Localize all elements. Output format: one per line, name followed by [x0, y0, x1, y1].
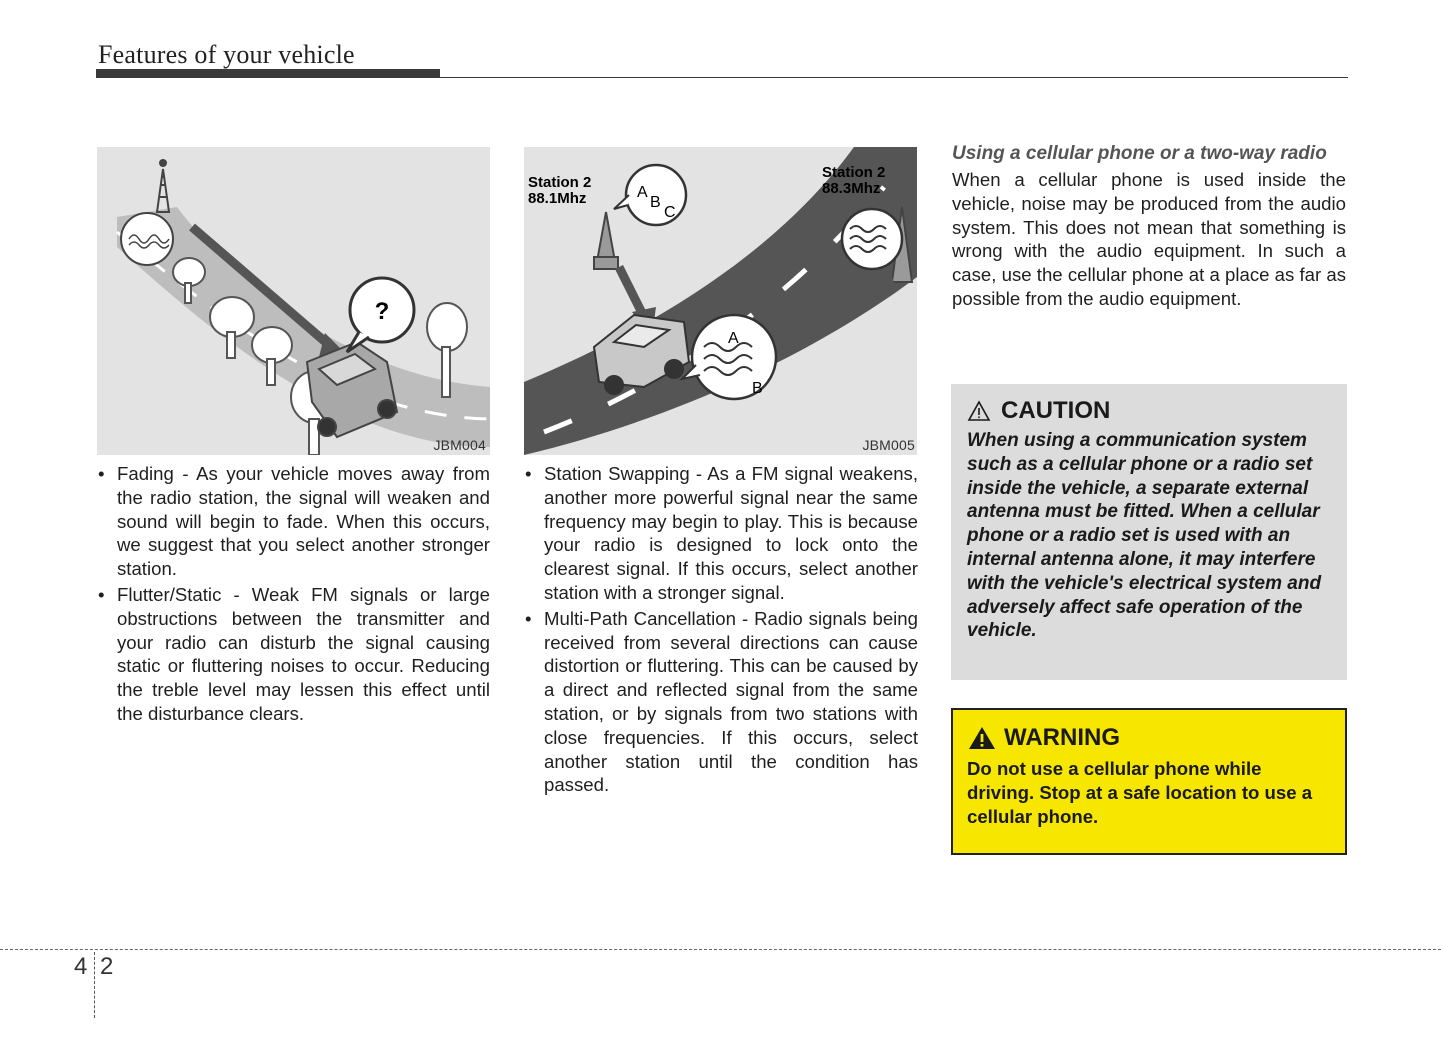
signal-bubble	[121, 213, 173, 265]
svg-text:B: B	[650, 194, 661, 211]
header-rule	[440, 77, 1348, 78]
header-bar	[96, 69, 440, 78]
right-column	[952, 142, 1346, 311]
list-item: • Station Swapping - As a FM signal weakens, another more powerful signal near the same frequency may begin to play. This is because your radio is designed to lock onto the clearest signal. If this occurs, select another station with a stronger signal.	[525, 463, 918, 603]
question-mark: ?	[374, 298, 390, 325]
radio-tower-left-icon	[594, 212, 618, 269]
multipath-bubble	[692, 315, 776, 399]
caution-triangle-icon	[967, 400, 991, 422]
list-item: • Flutter/Static - Weak FM signals or large obstructions between the transmitter and your radio can disturb the signal causing static or fluttering noises to occur. Reducing the treble level may lessen this effect until the disturbance clears.	[98, 583, 490, 724]
warning-body: Do not use a cellular phone while driving. Stop at a safe location to use a cellular phone.	[967, 758, 1313, 827]
bullet-dot-icon: •	[98, 583, 105, 605]
figure-fading	[97, 147, 490, 455]
bullet-dot-icon: •	[98, 463, 105, 484]
warning-title: WARNING	[968, 724, 1120, 752]
page-header-title: Features of your vehicle	[98, 40, 355, 69]
fading-illustration	[97, 147, 490, 455]
caution-title: CAUTION	[967, 397, 1110, 425]
station-left-freq: 88.1Mhz	[528, 190, 587, 207]
svg-text:A: A	[637, 184, 648, 201]
caution-box	[951, 384, 1347, 680]
section-paragraph: When a cellular phone is used inside the vehicle, noise may be produced from the audio system. This does not mean that something is wrong with the audio equipment. In such a case, use the cellular phone at a place as far as possible from the audio equipment.	[952, 169, 1346, 309]
middle-column	[523, 462, 918, 799]
figure-station-swapping	[524, 147, 917, 455]
bullet-dot-icon: •	[525, 463, 532, 484]
list-item: • Fading - As your vehicle moves away from the radio station, the signal will weaken and sound will begin to fade. When this occurs, we suggest that you select another stronger station.	[98, 463, 490, 580]
list-item: • Multi-Path Cancellation - Radio signals being received from several directions can cause distortion or fluttering. This can be caused by a direct and reflected signal from the same station, or by signals from two stations with close frequencies. If this occurs, select another station until the condition has passed.	[525, 607, 918, 796]
page-separator	[94, 952, 95, 1018]
figure-code: JBM004	[433, 437, 486, 453]
footer-rule	[0, 949, 1441, 950]
bullet-dot-icon: •	[525, 607, 532, 629]
svg-text:C: C	[664, 204, 676, 221]
figure-code: JBM005	[862, 437, 915, 453]
page-no: 2	[100, 953, 114, 980]
station-right-name: Station 2	[822, 164, 886, 181]
left-column	[96, 462, 490, 728]
svg-text:A: A	[728, 330, 739, 347]
station-left-name: Station 2	[528, 174, 592, 191]
station-right-freq: 88.3Mhz	[822, 180, 881, 197]
warning-box	[951, 708, 1347, 855]
section-heading: Using a cellular phone or a two-way radio	[952, 143, 1327, 164]
arrow-left	[619, 267, 644, 317]
warning-triangle-icon	[968, 726, 996, 750]
page-chapter: 4	[74, 953, 88, 980]
radio-tower-icon	[157, 160, 169, 212]
svg-text:B: B	[752, 380, 763, 397]
station-swap-illustration	[524, 147, 917, 455]
caution-body: When using a communication system such as a cellular phone or a radio set inside the vehicle, a separate external antenna must be fitted. When a cellular phone or a radio set is used with an internal antenna alone, it may interfere with the vehicle's electrical system and adversely affect safe operation of the vehicle.	[967, 430, 1322, 642]
